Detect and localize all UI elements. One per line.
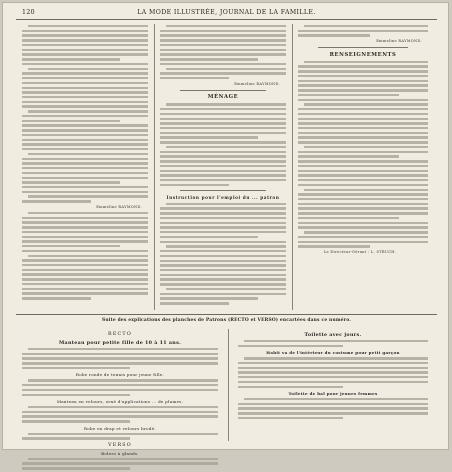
text-line xyxy=(22,240,148,242)
text-line xyxy=(298,155,399,157)
text-line xyxy=(298,34,370,36)
text-line xyxy=(22,217,148,219)
text-line xyxy=(28,379,218,381)
text-line xyxy=(244,357,428,359)
text-line xyxy=(298,245,370,247)
text-line xyxy=(160,226,286,228)
text-line xyxy=(160,302,229,304)
body-text-lines xyxy=(298,25,428,37)
column-divider xyxy=(292,24,293,310)
text-line xyxy=(160,179,286,181)
patterns-left xyxy=(22,329,218,472)
text-line xyxy=(160,118,286,120)
text-line xyxy=(22,30,148,32)
text-line xyxy=(28,68,148,70)
text-line xyxy=(298,207,428,209)
text-line xyxy=(298,65,428,67)
text-line xyxy=(22,120,120,122)
text-line xyxy=(28,406,218,408)
text-line xyxy=(160,49,286,51)
text-line xyxy=(22,129,148,131)
text-line xyxy=(160,217,286,219)
body-text-lines xyxy=(22,433,218,440)
text-line xyxy=(160,174,286,176)
text-line xyxy=(160,283,286,285)
text-line xyxy=(298,132,428,134)
text-line xyxy=(298,236,428,238)
text-line xyxy=(238,362,428,364)
text-line xyxy=(22,357,218,359)
body-text-lines xyxy=(160,203,286,305)
text-line xyxy=(160,136,258,138)
recto-heading: RECTO xyxy=(108,332,132,337)
text-line xyxy=(160,255,286,257)
text-line xyxy=(160,30,286,32)
text-line xyxy=(304,25,428,27)
text-line xyxy=(304,231,428,233)
body-text-lines xyxy=(238,357,428,388)
pattern-title: Manteau en velours, orné d'applications ... de plumes. xyxy=(56,398,184,404)
pattern-title: Robe ronde de tennis pour jeune fille. xyxy=(75,372,165,378)
director-line: Le Directeur-Gérant : L. STRUCH. xyxy=(323,250,397,255)
text-line xyxy=(238,403,428,405)
text-line xyxy=(298,30,428,32)
text-line xyxy=(160,250,286,252)
text-line xyxy=(160,184,229,186)
text-line xyxy=(304,146,428,148)
text-line xyxy=(160,274,286,276)
text-line xyxy=(160,108,286,110)
text-line xyxy=(22,177,148,179)
text-line xyxy=(160,72,286,74)
text-line xyxy=(238,386,343,388)
body-text-lines xyxy=(238,398,428,419)
text-line xyxy=(22,58,120,60)
text-line xyxy=(22,34,148,36)
text-line xyxy=(22,384,218,386)
text-line xyxy=(160,170,286,172)
text-line xyxy=(166,245,286,247)
column-divider xyxy=(154,24,155,310)
text-line xyxy=(160,160,286,162)
text-line xyxy=(298,170,428,172)
body-text-lines xyxy=(298,61,428,248)
divider xyxy=(318,47,408,48)
body-text-lines xyxy=(22,25,148,203)
text-line xyxy=(22,172,148,174)
text-line xyxy=(22,288,148,290)
text-line xyxy=(22,124,148,126)
text-line xyxy=(160,77,229,79)
text-line xyxy=(22,44,148,46)
pattern-title: Toilette de bal pour jeunes femmes xyxy=(288,390,378,396)
text-line xyxy=(298,94,399,96)
text-line xyxy=(160,39,286,41)
column-divider xyxy=(228,329,229,441)
text-line xyxy=(160,260,286,262)
text-line xyxy=(22,297,91,299)
text-line xyxy=(160,231,286,233)
text-line xyxy=(160,151,286,153)
text-line xyxy=(238,381,428,383)
text-line xyxy=(166,203,286,205)
text-line xyxy=(160,58,258,60)
pattern-title: Toilette avec jours. xyxy=(304,332,362,338)
text-line xyxy=(22,200,91,202)
text-line xyxy=(28,25,148,27)
section-heading-instruction: Instruction pour l'emploi du ... patron xyxy=(166,194,280,200)
text-line xyxy=(166,25,286,27)
text-line xyxy=(22,362,218,364)
text-line xyxy=(22,96,148,98)
text-line xyxy=(298,179,428,181)
text-line xyxy=(22,158,148,160)
text-line xyxy=(28,212,148,214)
text-line xyxy=(238,407,428,409)
text-line xyxy=(166,288,286,290)
text-line xyxy=(298,122,428,124)
text-line xyxy=(22,278,148,280)
text-line xyxy=(160,34,286,36)
pattern-title: Bolero à glands. xyxy=(101,450,139,456)
text-line xyxy=(22,420,130,422)
text-line xyxy=(298,217,399,219)
text-line xyxy=(160,44,286,46)
text-line xyxy=(298,241,428,243)
body-text-lines xyxy=(22,406,218,423)
text-line xyxy=(22,63,148,65)
section-heading-menage: MÉNAGE xyxy=(207,94,239,101)
body-text-lines xyxy=(22,212,148,300)
text-line xyxy=(298,127,428,129)
text-line xyxy=(298,226,428,228)
text-line xyxy=(22,221,148,223)
text-line xyxy=(160,241,286,243)
text-line xyxy=(28,255,148,257)
verso-heading: VERSO xyxy=(108,442,132,448)
text-line xyxy=(238,412,428,414)
text-line xyxy=(22,191,148,193)
text-line xyxy=(28,153,148,155)
text-line xyxy=(22,236,148,238)
text-line xyxy=(22,394,130,396)
text-line xyxy=(160,278,286,280)
text-line xyxy=(244,340,428,342)
text-line xyxy=(298,151,428,153)
text-line xyxy=(22,87,148,89)
section-divider xyxy=(16,314,437,315)
text-line xyxy=(22,162,148,164)
text-line xyxy=(22,139,148,141)
text-line xyxy=(22,353,218,355)
patterns-right xyxy=(238,329,428,422)
text-line xyxy=(22,389,218,391)
text-line xyxy=(22,181,120,183)
text-line xyxy=(22,250,148,252)
text-line xyxy=(22,77,148,79)
text-line xyxy=(22,467,130,469)
text-line xyxy=(160,63,286,65)
body-text-lines xyxy=(160,103,286,186)
column-2 xyxy=(160,25,286,307)
text-line xyxy=(22,72,148,74)
text-line xyxy=(298,84,428,86)
pattern-title: Manteau pour petite fille de 10 à 11 ans. xyxy=(58,340,182,346)
text-line xyxy=(22,134,148,136)
text-line xyxy=(160,293,286,295)
text-line xyxy=(160,113,286,115)
text-line xyxy=(298,89,428,91)
text-line xyxy=(298,212,428,214)
text-line xyxy=(160,212,286,214)
divider xyxy=(180,190,266,191)
text-line xyxy=(238,367,428,369)
explanation-title: Suite des explications des planches de Patrons (RECTO et VERSO) encartées dans ce numéro. xyxy=(102,318,351,323)
text-line xyxy=(298,75,428,77)
body-text-lines xyxy=(22,458,218,470)
text-line xyxy=(298,198,428,200)
text-line xyxy=(22,167,148,169)
text-line xyxy=(28,433,218,435)
text-line xyxy=(160,297,258,299)
journal-title: LA MODE ILLUSTRÉE, JOURNAL DE LA FAMILLE. xyxy=(137,9,316,16)
body-text-lines xyxy=(22,348,218,369)
text-line xyxy=(22,53,148,55)
text-line xyxy=(22,226,148,228)
text-line xyxy=(238,376,428,378)
text-line xyxy=(160,132,286,134)
text-line xyxy=(298,165,428,167)
text-line xyxy=(298,118,428,120)
text-line xyxy=(298,70,428,72)
section-heading-renseignements: RENSEIGNEMENTS xyxy=(329,51,397,58)
text-line xyxy=(22,292,148,294)
text-line xyxy=(304,103,428,105)
text-line xyxy=(304,189,428,191)
text-line xyxy=(298,113,428,115)
text-line xyxy=(298,141,428,143)
text-line xyxy=(298,203,428,205)
text-line xyxy=(160,122,286,124)
text-line xyxy=(22,82,148,84)
text-line xyxy=(166,68,286,70)
text-line xyxy=(28,195,148,197)
signature: Emmeline RAYMOND. xyxy=(376,39,422,44)
text-line xyxy=(22,264,148,266)
text-line xyxy=(22,231,148,233)
text-line xyxy=(28,348,218,350)
pattern-title: Robe en drap et velours brodé. xyxy=(84,425,156,431)
text-line xyxy=(22,245,120,247)
body-text-lines xyxy=(22,379,218,396)
text-line xyxy=(160,236,258,238)
text-line xyxy=(298,80,428,82)
text-line xyxy=(160,165,286,167)
text-line xyxy=(298,108,428,110)
column-1 xyxy=(22,25,148,302)
text-line xyxy=(298,136,428,138)
text-line xyxy=(28,110,148,112)
text-line xyxy=(22,39,148,41)
text-line xyxy=(160,207,286,209)
text-line xyxy=(160,155,286,157)
page-header xyxy=(16,9,437,20)
text-line xyxy=(22,49,148,51)
text-line xyxy=(22,269,148,271)
page xyxy=(2,2,449,456)
text-line xyxy=(22,101,148,103)
divider xyxy=(180,90,266,91)
text-line xyxy=(160,269,286,271)
text-line xyxy=(160,127,286,129)
text-line xyxy=(28,458,218,460)
text-line xyxy=(22,415,218,417)
text-line xyxy=(22,115,148,117)
text-line xyxy=(238,345,343,347)
body-text-lines xyxy=(238,340,428,347)
text-line xyxy=(166,146,286,148)
text-line xyxy=(22,367,130,369)
text-line xyxy=(244,398,428,400)
text-line xyxy=(160,141,286,143)
text-line xyxy=(238,371,428,373)
signature: Emmeline RAYMOND. xyxy=(234,81,280,86)
text-line xyxy=(22,437,130,439)
text-line xyxy=(22,91,148,93)
text-line xyxy=(166,103,286,105)
text-line xyxy=(22,148,148,150)
text-line xyxy=(298,174,428,176)
text-line xyxy=(22,411,218,413)
text-line xyxy=(160,264,286,266)
text-line xyxy=(22,143,148,145)
text-line xyxy=(304,61,428,63)
text-line xyxy=(22,462,218,464)
text-line xyxy=(160,53,286,55)
signature: Emmeline RAYMOND. xyxy=(96,204,142,209)
text-line xyxy=(22,259,148,261)
text-line xyxy=(298,160,428,162)
column-3 xyxy=(298,25,428,257)
text-line xyxy=(298,184,428,186)
text-line xyxy=(298,193,428,195)
text-line xyxy=(238,417,343,419)
text-line xyxy=(22,273,148,275)
text-line xyxy=(298,99,428,101)
body-text-lines xyxy=(160,25,286,79)
text-line xyxy=(22,186,148,188)
pattern-title: Habit va de l'intérieur du costume pour petit garçon xyxy=(266,350,400,356)
text-line xyxy=(22,105,148,107)
page-number: 120 xyxy=(22,9,36,16)
text-line xyxy=(298,222,428,224)
text-line xyxy=(22,283,148,285)
text-line xyxy=(160,222,286,224)
